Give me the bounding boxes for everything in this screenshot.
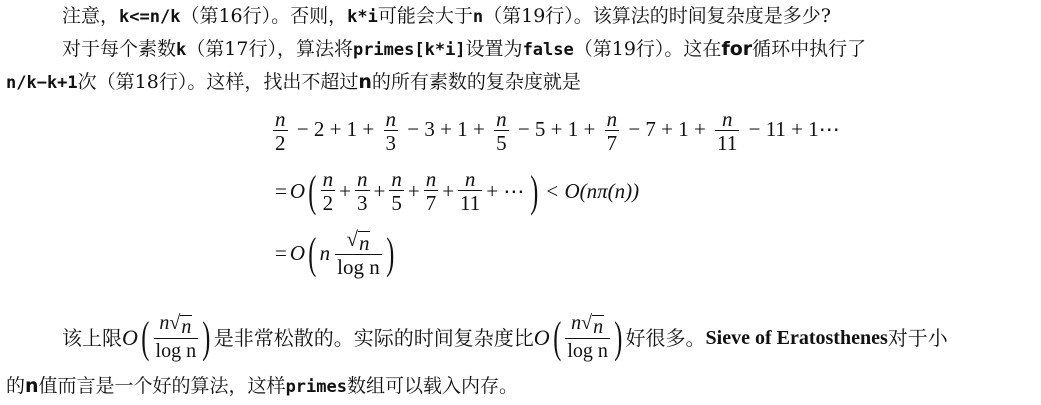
numerator: n [322,167,334,191]
radicand: n [181,316,192,338]
code-span: k<=n/k [119,7,181,27]
text-span: （第19行）。这在 [573,38,722,60]
text-span: 该上限 [62,325,122,350]
denominator: 2 [275,131,286,155]
inline-bound-2 [534,312,626,363]
fraction [384,108,399,155]
numerator: n [606,107,618,131]
left-paren: ( [141,312,150,362]
denominator: log n [567,340,608,362]
right-paren: ) [530,166,539,216]
inline-bound-1 [122,312,214,363]
sqrt: √ n [169,312,192,338]
text-span: 设置为 [465,38,523,60]
code-span: k*i [347,7,378,27]
denominator: 7 [425,191,437,215]
text-line-4 [62,312,948,363]
numerator: n [496,107,507,131]
factor-n: n [319,241,331,265]
sqrt: √ n [581,312,604,338]
fraction [424,168,439,215]
radicand: n [593,316,604,338]
text-span: 值而言是一个好的算法，这样 [38,375,286,397]
denominator: 11 [460,191,481,215]
denominator: 3 [385,131,397,155]
factor-n: n [159,312,170,334]
text-span: 注意， [62,5,120,27]
denominator: 5 [496,131,507,155]
fraction [321,168,336,215]
term: − 2 + 1 + [296,117,375,142]
text-span: 的所有素数的复杂度就是 [371,71,581,93]
text-span: 对于每个素数 [62,38,177,60]
text-span: 可能会大于 [377,5,473,27]
equals-sign: = [275,241,287,265]
big-o: O [289,179,306,203]
denominator: 3 [357,191,368,215]
fraction [458,168,482,215]
equation-row-3 [272,228,397,279]
numerator: n [391,167,402,191]
right-paren: ) [202,312,211,362]
term: − 11 + 1⋯ [748,117,840,142]
text-line-3 [6,70,581,95]
left-paren: ( [308,228,317,278]
text-span: 循环中执行了 [752,38,867,60]
term: − 3 + 1 + [407,117,485,142]
denominator: 7 [606,131,618,155]
equation-row-2 [272,168,642,215]
code-span: primes[k*i] [352,40,466,60]
variable-span: n [25,375,39,397]
text-span: 好很多。 [625,325,706,350]
denominator: 11 [717,131,738,155]
text-span: 是非常松散的。实际的时间复杂度比 [213,325,534,350]
right-paren: ) [386,228,395,278]
denominator: log n [155,340,197,362]
text-line-5 [6,374,518,399]
text-line-2 [62,37,866,62]
big-o: O [122,324,138,350]
algorithm-name: Sieve of Eratosthenes [705,326,888,349]
denominator: 2 [322,191,334,215]
code-span: false [522,40,574,60]
left-paren: ( [308,166,317,216]
numerator: n [385,107,397,131]
fraction [605,108,620,155]
fraction [273,108,288,155]
numerator [157,312,194,338]
variable-span: n [358,71,372,93]
text-span: 数组可以载入内存。 [346,375,518,397]
numerator: n [357,167,368,191]
denominator: 5 [391,191,402,215]
numerator: n [275,107,286,131]
text-span: 次（第18行）。这样，找出不超过 [77,71,359,93]
ellipsis: + ⋯ [486,179,525,203]
text-span: 的 [6,375,26,397]
equals-sign: = [275,179,287,203]
factor-n: n [571,312,582,334]
bound: < O(nπ(n)) [545,179,640,203]
term: − 5 + 1 + [517,117,596,142]
code-span: k [176,40,187,60]
left-paren: ( [552,312,562,362]
text-span: （第16行）。否则， [180,5,348,27]
code-span: n [472,7,484,27]
numerator [569,312,606,338]
right-paren: ) [614,312,623,362]
big-o: O [533,324,550,350]
code-span: primes [285,377,347,397]
keyword-span: for [721,38,753,60]
big-o: O [289,241,306,265]
numerator: n [464,167,476,191]
text-span: 对于小 [887,325,948,350]
fraction [154,312,199,363]
text-line-1 [62,4,831,29]
fraction [355,168,370,215]
radicand: n [358,231,370,255]
text-span: （第19行）。该算法的时间复杂度是多少? [483,5,831,27]
fraction [389,168,404,215]
plus: + [339,179,352,203]
sqrt: √ n [346,227,370,255]
text-span: （第17行），算法将 [186,38,353,60]
fraction [494,108,509,155]
fraction [565,312,610,363]
plus: + [373,179,386,203]
numerator: n [721,107,733,131]
denominator: log n [337,255,380,279]
plus: + [442,179,455,203]
equation-row-1 [272,108,843,155]
fraction [715,108,739,155]
fraction [335,228,382,279]
code-span: n/k−k+1 [6,73,78,93]
numerator: n [425,167,437,191]
term: − 7 + 1 + [628,117,706,142]
plus: + [407,179,420,203]
